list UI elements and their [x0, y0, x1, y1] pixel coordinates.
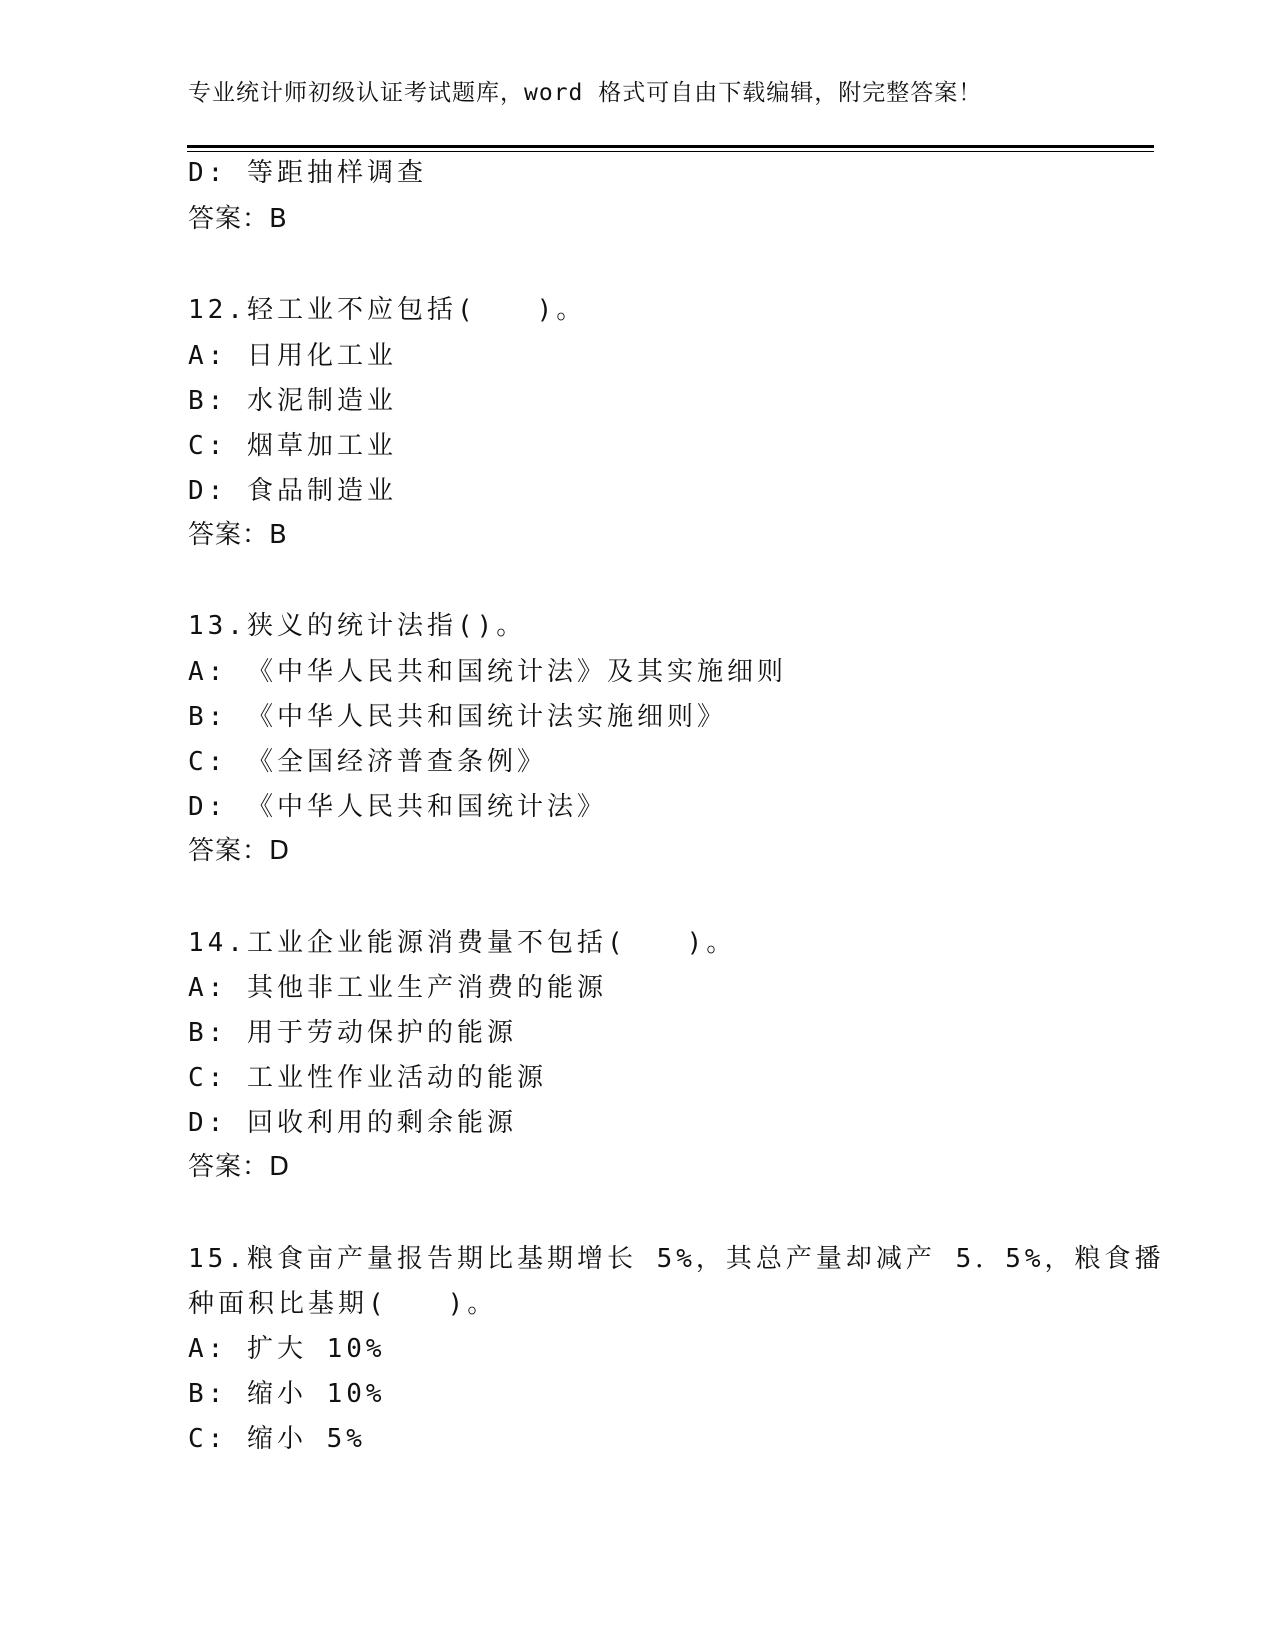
q11-answer: 答案：B [188, 204, 288, 234]
q14-option-b: B: 用于劳动保护的能源 [188, 1018, 517, 1048]
header-rule-thick [187, 145, 1154, 148]
q14-stem: 14.工业企业能源消费量不包括( )。 [188, 928, 737, 958]
q14-option-d: D: 回收利用的剩余能源 [188, 1108, 517, 1138]
q12-option-b: B: 水泥制造业 [188, 386, 397, 416]
q12-stem: 12.轻工业不应包括( )。 [188, 295, 587, 325]
q13-option-b: B: 《中华人民共和国统计法实施细则》 [188, 702, 727, 732]
q15-stem-line2: 种面积比基期( )。 [188, 1289, 498, 1319]
q11-option-d: D: 等距抽样调查 [188, 158, 427, 188]
header-rule-thin [187, 151, 1154, 152]
q12-answer: 答案：B [188, 520, 288, 550]
q13-stem: 13.狭义的统计法指()。 [188, 611, 527, 641]
q12-option-d: D: 食品制造业 [188, 476, 397, 506]
q15-option-c: C: 缩小 5% [188, 1424, 366, 1454]
q13-answer: 答案：D [188, 836, 291, 866]
q15-option-b: B: 缩小 10% [188, 1379, 386, 1409]
q12-option-a: A: 日用化工业 [188, 341, 397, 371]
q13-option-a: A: 《中华人民共和国统计法》及其实施细则 [188, 657, 787, 687]
q13-option-d: D: 《中华人民共和国统计法》 [188, 792, 607, 822]
q14-answer: 答案：D [188, 1152, 291, 1182]
q15-stem-line1: 15.粮食亩产量报告期比基期增长 5%，其总产量却减产 5．5%，粮食播 [188, 1244, 1165, 1274]
q14-option-a: A: 其他非工业生产消费的能源 [188, 973, 607, 1003]
q12-option-c: C: 烟草加工业 [188, 431, 397, 461]
q15-option-a: A: 扩大 10% [188, 1334, 386, 1364]
page-header: 专业统计师初级认证考试题库，word 格式可自由下载编辑，附完整答案！ [188, 80, 983, 106]
q13-option-c: C: 《全国经济普查条例》 [188, 747, 547, 777]
q14-option-c: C: 工业性作业活动的能源 [188, 1063, 547, 1093]
